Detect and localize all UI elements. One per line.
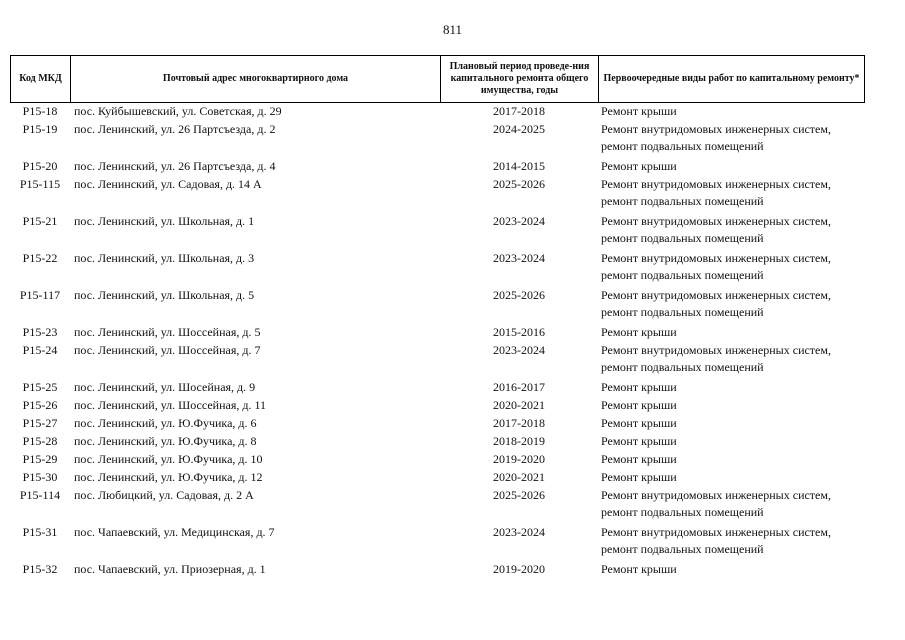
cell-code: P15-117 [19, 288, 61, 302]
header-address: Почтовый адрес многоквартирного дома [70, 56, 440, 102]
cell-works: Ремонт внутридомовых инженерных систем, ремонт подвальных помещений [601, 288, 831, 319]
cell-address: пос. Ленинский, ул. Ю.Фучика, д. 12 [74, 470, 263, 484]
cell-period: 2023-2024 [493, 343, 545, 357]
cell-code: P15-30 [22, 470, 58, 484]
header-code: Код МКД [10, 56, 70, 102]
cell-period: 2015-2016 [493, 325, 545, 339]
cell-works: Ремонт крыши [601, 398, 677, 412]
cell-address: пос. Ленинский, ул. Шоссейная, д. 7 [74, 343, 261, 357]
table-header [10, 55, 865, 103]
cell-period: 2018-2019 [493, 434, 545, 448]
cell-works: Ремонт крыши [601, 434, 677, 448]
cell-address: пос. Ленинский, ул. 26 Партсъезда, д. 2 [74, 122, 276, 136]
table-row [10, 250, 865, 287]
cell-works: Ремонт крыши [601, 325, 677, 339]
header-period: Плановый период проведе-ния капитального ремонта общего имущества, годы [440, 56, 598, 102]
cell-code: P15-19 [22, 122, 58, 136]
cell-address: пос. Любицкий, ул. Садовая, д. 2 А [74, 488, 254, 502]
cell-address: пос. Ленинский, ул. Шоссейная, д. 11 [74, 398, 267, 412]
table-row [10, 121, 865, 158]
cell-code: P15-29 [22, 452, 58, 466]
cell-works: Ремонт внутридомовых инженерных систем, ремонт подвальных помещений [601, 177, 831, 208]
cell-code: P15-25 [22, 380, 58, 394]
table-row [10, 451, 865, 469]
cell-code: P15-26 [22, 398, 58, 412]
cell-code: P15-24 [22, 343, 58, 357]
cell-address: пос. Ленинский, ул. Ю.Фучика, д. 6 [74, 416, 257, 430]
cell-address: пос. Ленинский, ул. Ю.Фучика, д. 8 [74, 434, 257, 448]
cell-code: P15-32 [22, 562, 58, 576]
cell-period: 2025-2026 [493, 288, 545, 302]
cell-address: пос. Чапаевский, ул. Медицинская, д. 7 [74, 525, 275, 539]
cell-address: пос. Ленинский, ул. Школьная, д. 1 [74, 214, 255, 228]
cell-address: пос. Ленинский, ул. Ю.Фучика, д. 10 [74, 452, 263, 466]
cell-code: P15-23 [22, 325, 58, 339]
table-row [10, 213, 865, 250]
header-works: Первоочередные виды работ по капитальному ремонту* [598, 56, 865, 102]
cell-period: 2014-2015 [493, 159, 545, 173]
table-row [10, 433, 865, 451]
table-row [10, 176, 865, 213]
cell-period: 2023-2024 [493, 525, 545, 539]
cell-works: Ремонт внутридомовых инженерных систем, ремонт подвальных помещений [601, 122, 831, 153]
table-row [10, 158, 865, 176]
cell-code: P15-31 [22, 525, 58, 539]
cell-code: P15-27 [22, 416, 58, 430]
cell-period: 2020-2021 [493, 398, 545, 412]
cell-works: Ремонт крыши [601, 380, 677, 394]
table-row [10, 287, 865, 324]
cell-code: P15-115 [19, 177, 61, 191]
cell-period: 2024-2025 [493, 122, 545, 136]
table-row [10, 524, 865, 561]
cell-period: 2020-2021 [493, 470, 545, 484]
cell-address: пос. Куйбышевский, ул. Советская, д. 29 [74, 104, 282, 118]
repair-schedule-table [10, 55, 865, 579]
cell-works: Ремонт внутридомовых инженерных систем, ремонт подвальных помещений [601, 525, 831, 556]
cell-address: пос. Ленинский, ул. Школьная, д. 5 [74, 288, 255, 302]
cell-code: P15-28 [22, 434, 58, 448]
table-body [10, 103, 865, 579]
cell-code: P15-20 [22, 159, 58, 173]
cell-works: Ремонт крыши [601, 104, 677, 118]
cell-works: Ремонт крыши [601, 470, 677, 484]
cell-period: 2025-2026 [493, 177, 545, 191]
cell-address: пос. Ленинский, ул. Шосейная, д. 9 [74, 380, 256, 394]
cell-address: пос. Ленинский, ул. Школьная, д. 3 [74, 251, 255, 265]
cell-code: P15-22 [22, 251, 58, 265]
table-row [10, 103, 865, 121]
page-number: 811 [442, 22, 463, 37]
cell-code: P15-114 [19, 488, 61, 502]
table-row [10, 324, 865, 342]
cell-period: 2019-2020 [493, 562, 545, 576]
table-row [10, 397, 865, 415]
cell-period: 2016-2017 [493, 380, 545, 394]
cell-works: Ремонт крыши [601, 452, 677, 466]
cell-address: пос. Чапаевский, ул. Приозерная, д. 1 [74, 562, 266, 576]
cell-works: Ремонт внутридомовых инженерных систем, ремонт подвальных помещений [601, 251, 831, 282]
cell-address: пос. Ленинский, ул. 26 Партсъезда, д. 4 [74, 159, 276, 173]
cell-address: пос. Ленинский, ул. Садовая, д. 14 А [74, 177, 262, 191]
cell-works: Ремонт крыши [601, 159, 677, 173]
table-row [10, 469, 865, 487]
cell-period: 2023-2024 [493, 214, 545, 228]
cell-period: 2017-2018 [493, 416, 545, 430]
cell-address: пос. Ленинский, ул. Шоссейная, д. 5 [74, 325, 261, 339]
table-row [10, 415, 865, 433]
cell-period: 2025-2026 [493, 488, 545, 502]
table-row [10, 561, 865, 579]
cell-period: 2017-2018 [493, 104, 545, 118]
cell-period: 2019-2020 [493, 452, 545, 466]
table-row [10, 379, 865, 397]
cell-works: Ремонт внутридомовых инженерных систем, ремонт подвальных помещений [601, 343, 831, 374]
cell-works: Ремонт крыши [601, 562, 677, 576]
table-row [10, 487, 865, 524]
cell-works: Ремонт внутридомовых инженерных систем, ремонт подвальных помещений [601, 214, 831, 245]
cell-works: Ремонт крыши [601, 416, 677, 430]
cell-works: Ремонт внутридомовых инженерных систем, ремонт подвальных помещений [601, 488, 831, 519]
cell-period: 2023-2024 [493, 251, 545, 265]
cell-code: P15-21 [22, 214, 58, 228]
table-row [10, 342, 865, 379]
cell-code: P15-18 [22, 104, 58, 118]
